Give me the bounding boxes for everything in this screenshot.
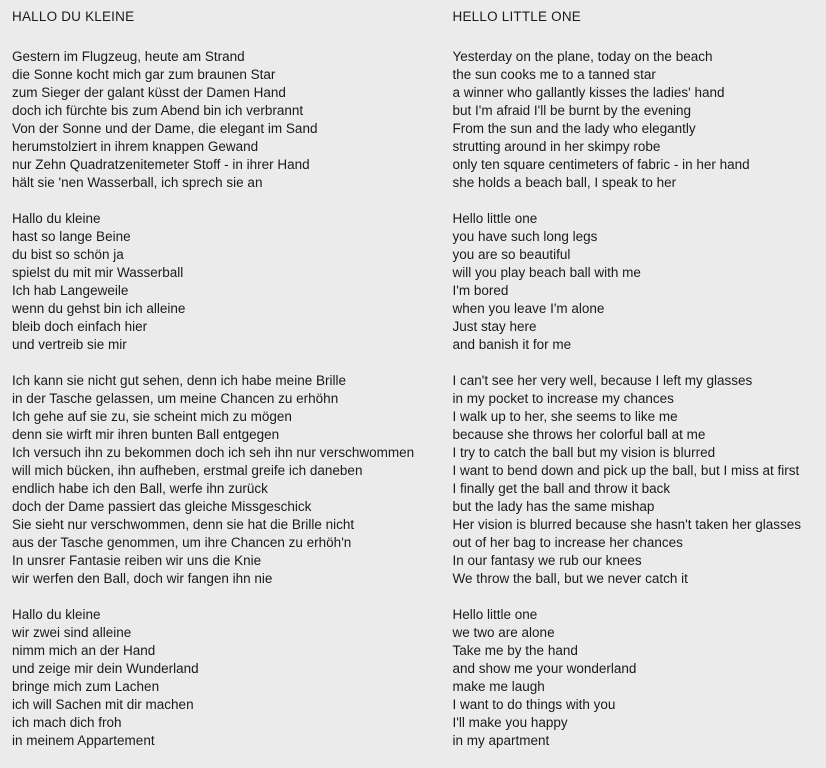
lyric-line: Ich kann sie nicht gut sehen, denn ich habe meine Brille [12,373,346,388]
lyric-line: Hallo du kleine [12,607,101,622]
lyric-line: will you play beach ball with me [452,265,641,280]
lyric-line: wir werfen den Ball, doch wir fangen ihn nie [12,571,273,586]
lyric-line: Hallo du kleine [12,211,101,226]
lyric-line: Yesterday on the plane, today on the beach [452,49,713,64]
lyric-line: I'm bored [452,283,509,298]
two-column-layout [10,8,816,768]
lyric-line: I can't see her very well, because I left my glasses [452,373,753,388]
lyric-line: du bist so schön ja [12,247,124,262]
lyric-line: nimm mich an der Hand [12,643,156,658]
lyric-line: hält sie 'nen Wasserball, ich sprech sie an [12,175,263,190]
lyric-line: nur Zehn Quadratzenitemeter Stoff - in ihrer Hand [12,157,310,172]
lyric-line: I want to do things with you [452,697,616,712]
english-title: HELLO LITTLE ONE [452,9,582,24]
lyric-line: and banish it for me [452,337,572,352]
lyric-line: die Sonne kocht mich gar zum braunen Star [12,67,276,82]
lyric-line: We throw the ball, but we never catch it [452,571,688,586]
lyric-line: hast so lange Beine [12,229,131,244]
german-lyrics-column [10,8,453,768]
lyric-line: bringe mich zum Lachen [12,679,160,694]
lyric-line: in my apartment [452,733,550,748]
lyric-line: ich mach dich froh [12,715,122,730]
lyric-line: I finally get the ball and throw it back [452,481,671,496]
german-stanza-4 [12,606,453,750]
lyric-line: Von der Sonne und der Dame, die elegant im Sand [12,121,318,136]
lyric-line: From the sun and the lady who elegantly [452,121,696,136]
lyric-line: Ich gehe auf sie zu, sie scheint mich zu mögen [12,409,292,424]
english-stanza-2 [453,210,816,354]
lyric-line: the sun cooks me to a tanned star [452,67,656,82]
lyric-line: because she throws her colorful ball at me [452,427,706,442]
lyric-line: in meinem Appartement [12,733,155,748]
lyric-line: Just stay here [452,319,537,334]
english-lyrics-column [453,8,816,768]
lyric-line: herumstolziert in ihrem knappen Gewand [12,139,259,154]
lyric-line: I'll make you happy [452,715,568,730]
lyric-line: wenn du gehst bin ich alleine [12,301,186,316]
lyric-line: she holds a beach ball, I speak to her [452,175,677,190]
lyric-line: out of her bag to increase her chances [452,535,683,550]
german-title: HALLO DU KLEINE [12,9,135,24]
lyric-line: in my pocket to increase my chances [452,391,674,406]
lyric-line: and show me your wonderland [452,661,637,676]
lyric-line: In our fantasy we rub our knees [452,553,642,568]
english-stanza-1 [453,48,816,192]
lyric-line: when you leave I'm alone [452,301,605,316]
lyric-line: Her vision is blurred because she hasn't taken her glasses [452,517,802,532]
lyric-line: you are so beautiful [452,247,571,262]
lyric-line: doch ich fürchte bis zum Abend bin ich verbrannt [12,103,304,118]
lyric-line: doch der Dame passiert das gleiche Missgeschick [12,499,312,514]
lyric-line: I try to catch the ball but my vision is blurred [452,445,716,460]
lyric-line: only ten square centimeters of fabric - in her hand [452,157,750,172]
lyric-line: wir zwei sind alleine [12,625,132,640]
german-stanza-2 [12,210,453,354]
lyric-line: Hello little one [452,211,538,226]
lyric-line: I want to bend down and pick up the ball, but I miss at first [452,463,800,478]
lyric-line: endlich habe ich den Ball, werfe ihn zurück [12,481,268,496]
lyric-line: a winner who gallantly kisses the ladies' hand [452,85,725,100]
lyric-line: Sie sieht nur verschwommen, denn sie hat die Brille nicht [12,517,355,532]
lyric-line: we two are alone [452,625,555,640]
lyric-line: but the lady has the same mishap [452,499,655,514]
lyric-line: in der Tasche gelassen, um meine Chancen zu erhöhn [12,391,339,406]
lyric-line: bleib doch einfach hier [12,319,148,334]
lyric-line: aus der Tasche genommen, um ihre Chancen zu erhöh'n [12,535,352,550]
lyric-line: und zeige mir dein Wunderland [12,661,199,676]
lyric-line: denn sie wirft mir ihren bunten Ball entgegen [12,427,280,442]
lyric-line: strutting around in her skimpy robe [452,139,661,154]
lyric-line: I walk up to her, she seems to like me [452,409,678,424]
lyric-line: will mich bücken, ihn aufheben, erstmal greife ich daneben [12,463,363,478]
lyric-line: spielst du mit mir Wasserball [12,265,184,280]
lyric-line: Ich hab Langeweile [12,283,129,298]
lyric-line: In unsrer Fantasie reiben wir uns die Knie [12,553,262,568]
lyric-line: you have such long legs [452,229,598,244]
lyric-line: zum Sieger der galant küsst der Damen Hand [12,85,286,100]
german-stanza-3 [12,372,453,588]
lyric-line: ich will Sachen mit dir machen [12,697,194,712]
english-stanza-4 [453,606,816,750]
english-stanza-3 [453,372,816,588]
lyric-line: make me laugh [452,679,545,694]
lyric-line: Hello little one [452,607,538,622]
lyric-line: but I'm afraid I'll be burnt by the evening [452,103,692,118]
lyric-line: Ich versuch ihn zu bekommen doch ich seh ihn nur verschwommen [12,445,415,460]
german-stanza-1 [12,48,453,192]
lyric-line: und vertreib sie mir [12,337,127,352]
lyric-line: Gestern im Flugzeug, heute am Strand [12,49,245,64]
lyric-line: Take me by the hand [452,643,578,658]
